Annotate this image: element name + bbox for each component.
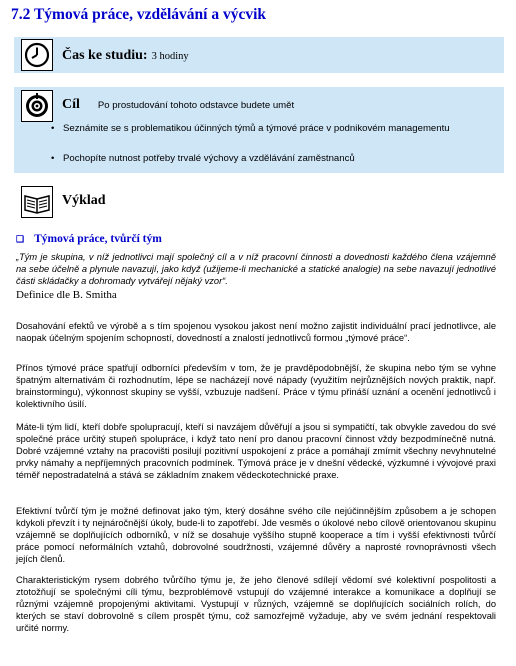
goal-intro: Po prostudování tohoto odstavce budete umět — [97, 100, 295, 111]
study-time-box — [14, 37, 504, 73]
study-time — [62, 46, 189, 64]
explanation-label: Výklad — [62, 193, 106, 208]
clock-icon — [21, 39, 53, 71]
goal-bullet — [51, 123, 493, 135]
paragraph: Charakteristickým rysem dobrého tvůrčího týmu je, že jeho členové sdílejí vědomí své kolektivní pospolitosti a ztotožňují se společnými cíli týmu, bezproblémově vstupují do vzájemné interakce a komunikace a doplňují se různými vzájemně propojenými aktivitami. Vystupují v různých, vzájemně se doplňujících sociálních rolích, do kterých se staví dobrovolně s cílem prospět týmu, což samozřejmě vyžaduje, aby ve svém jednání respektovali určité normy. — [16, 575, 496, 634]
goal-header — [62, 95, 294, 113]
bullet-dot: • — [51, 123, 55, 134]
paragraph: Máte-li tým lidí, kteří dobře spolupracují, kteří si navzájem důvěřují a jsou si sympatičtí, tak obvykle zavedou do své společné práce určitý stupeň spolupráce, i když tato není pro danou pracovní činnost vždy bezpodmínečně nutná. Dobré vzájemné vztahy na pracovišti posilují pozitivní uspokojení z práce a pomáhají zmírnit všechny nevyhnutelné prvky námahy a nepříjemných pracovních podmínek. Týmová práce je v dnešní vědecké, výzkumné i vývojové praxi téměř nepostradatelná a stává se základním znakem vědeckotechnické praxe. — [16, 422, 496, 481]
paragraph: Efektivní tvůrčí tým je možné definovat jako tým, který dosáhne svého cíle nejúčinnějším způsobem a je schopen kdykoli převzít i ty nejnáročnější úkoly, bude-li to zapotřebí. Jde vesměs o úkolové nebo cílově orientovanou skupinu vzájemně se doplňujících odborníků, v níž se dosahuje vyššího stupně kooperace a tím i vyšší efektivnosti tvůrčí práce pomocí neformálních vztahů, dobrovolné soudržnosti, vzájemné důvěry a naprosté rovnoprávnosti všech jejích členů. — [16, 506, 496, 565]
goal-bullet — [51, 153, 493, 165]
explanation-icon-box — [21, 186, 51, 216]
bullet-dot: • — [51, 153, 55, 164]
subsection-title: Týmová práce, tvůrčí tým — [34, 233, 162, 245]
goal-bullet-text: Pochopíte nutnost potřeby trvalé výchovy a vzdělávání zaměstnanců — [63, 153, 355, 164]
open-book-icon — [21, 186, 53, 218]
study-time-label: Čas ke studiu: — [62, 48, 148, 63]
study-time-value: 3 hodiny — [151, 51, 189, 62]
square-bullet-icon: ❑ — [16, 234, 25, 244]
goal-label: Cíl — [62, 97, 80, 112]
target-icon — [21, 90, 53, 122]
subsection-heading — [16, 233, 162, 245]
section-title: 7.2 Týmová práce, vzdělávání a výcvik — [11, 6, 267, 23]
paragraph: Dosahování efektů ve výrobě a s tím spojenou vysokou jakost není možno zajistit individuální prací jednotlivce, ale naopak účelným spojením schopností, dovedností a znalostí jednotlivců formou „týmové práce“. — [16, 321, 496, 344]
definition-source: Definice dle B. Smitha — [16, 289, 117, 301]
goal-bullet-text: Seznámite se s problematikou účinných týmů a týmové práce v podnikovém managementu — [63, 123, 450, 134]
goal-box — [14, 87, 504, 173]
definition-quote: „Tým je skupina, v níž jednotlivci mají společný cíl a v níž pracovní činnosti a dovednosti každého člena vzájemně na sebe účelně a plynule navazují, jako když (užijeme-li mechanické a statické analogie) na sebe navazují jednotlivé části skládačky a dohromady vytvářejí nějaký vzor“. — [16, 252, 496, 287]
paragraph: Přínos týmové práce spatřují odborníci především v tom, že je pravděpodobnější, že skupina nebo tým se vyhne špatným alternativám či rozhodnutím, lépe se nacházejí nové nápady (využitím nejrůznějších nových praktik, např. brainstormingu), výkonnost skupiny se vyšší, vzbuzuje nadšení. Práce v týmu přináší uznání a ocenění jednotlivců i kolektivního úsilí. — [16, 363, 496, 410]
